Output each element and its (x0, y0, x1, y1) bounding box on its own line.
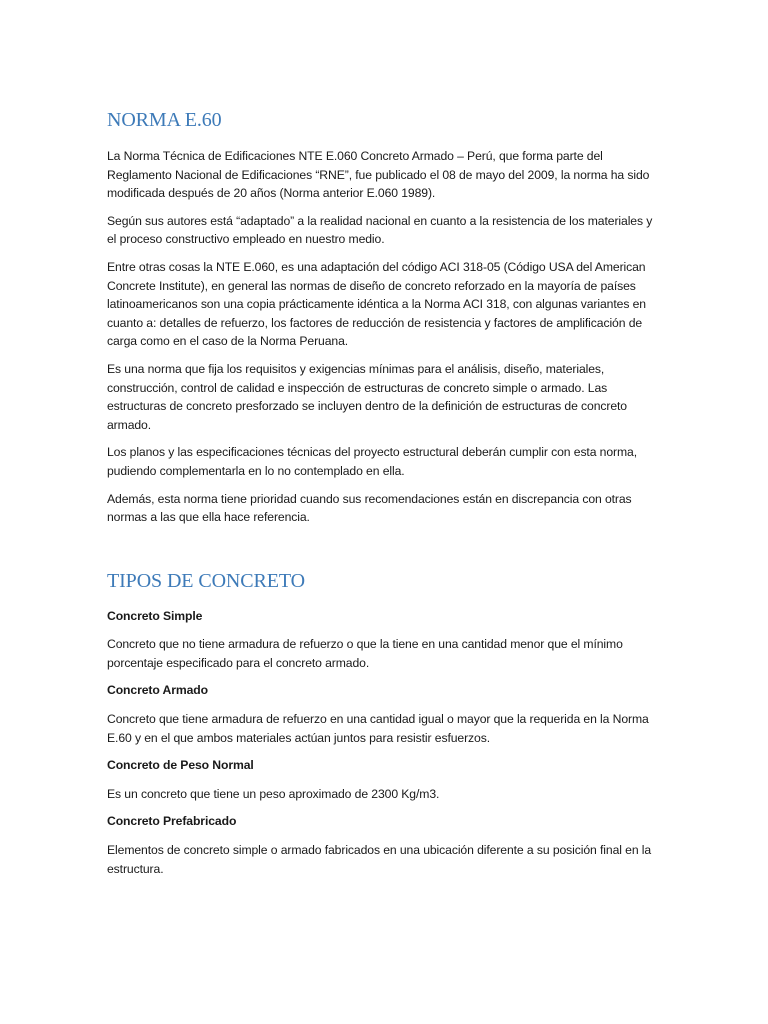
subheading-concreto-armado: Concreto Armado (107, 683, 208, 698)
definition-concreto-prefabricado: Elementos de concreto simple o armado fabricados en una ubicación diferente a su posición final en la estructura. (107, 843, 652, 876)
paragraph: La Norma Técnica de Edificaciones NTE E.060 Concreto Armado – Perú, que forma parte del Reglamento Nacional de Edificaciones “RNE”, fue publicado el 08 de mayo del 2009, la norma ha sido modificada después de 20 años (Norma anterior E.060 1989). (107, 149, 650, 201)
paragraph: Los planos y las especificaciones técnicas del proyecto estructural deberán cumplir con esta norma, pudiendo complementarla en lo no contemplado en ella. (107, 445, 638, 478)
paragraph: Según sus autores está “adaptado” a la realidad nacional en cuanto a la resistencia de los materiales y el proceso constructivo empleado en nuestro medio. (107, 213, 653, 247)
document-content (107, 108, 663, 887)
section-title-norma: NORMA E.60 (107, 109, 222, 131)
definition-concreto-simple: Concreto que no tiene armadura de refuerzo o que la tiene en una cantidad menor que el mínimo porcentaje especificado para el concreto armado. (107, 637, 623, 670)
subheading-concreto-prefabricado: Concreto Prefabricado (107, 814, 237, 829)
definition-concreto-peso-normal: Es un concreto que tiene un peso aproximado de 2300 Kg/m3. (107, 786, 440, 801)
paragraph: Es una norma que fija los requisitos y exigencias mínimas para el análisis, diseño, materiales, construcción, control de calidad e inspección de estructuras de concreto simple o armado. Las estructuras de concreto presforzado se incluyen dentro de la definición de estructuras de concreto armado. (107, 361, 627, 432)
definition-concreto-armado: Concreto que tiene armadura de refuerzo en una cantidad igual o mayor que la requerida en la Norma E.60 y en el que ambos materiales actúan juntos para resistir esfuerzos. (107, 712, 649, 745)
subheading-concreto-simple: Concreto Simple (107, 608, 203, 623)
section-title-tipos: TIPOS DE CONCRETO (107, 569, 305, 592)
subheading-concreto-peso-normal: Concreto de Peso Normal (107, 758, 254, 773)
paragraph: Entre otras cosas la NTE E.060, es una adaptación del código ACI 318-05 (Código USA del American Concrete Institute), en general las normas de diseño de concreto reforzado en la mayoría de países latinoamericanos son una copia prácticamente idéntica a la Norma ACI 318, con algunas variantes en cuanto a: detalles de refuerzo, los factores de reducción de resistencia y factores de amplificación de carga como en el caso de la Norma Peruana. (107, 259, 646, 349)
paragraph: Además, esta norma tiene prioridad cuando sus recomendaciones están en discrepancia con otras normas a las que ella hace referencia. (107, 491, 632, 525)
